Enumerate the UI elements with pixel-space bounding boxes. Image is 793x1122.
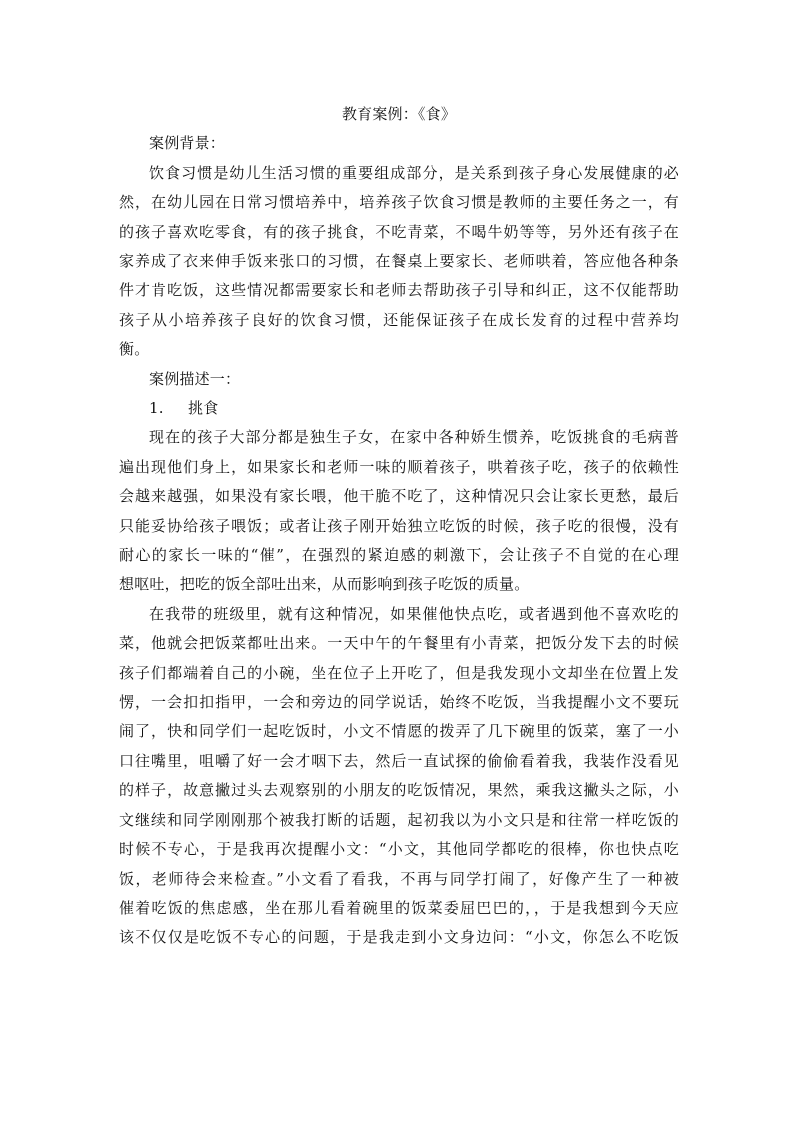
text-line: 在我带的班级里，就有这种情况，如果催他快点吃，或者遇到他不喜欢吃的 — [149, 604, 679, 623]
text-line: 孩子们都端着自己的小碗，坐在位子上开吃了，但是我发现小文却坐在位置上发 — [119, 663, 679, 682]
text-line: 文继续和同学刚刚那个被我打断的话题，起初我以为小文只是和往常一样吃饭的 — [119, 810, 679, 829]
paragraph-picky-eating — [119, 423, 679, 599]
text-line: 时候不专心，于是我再次提醒小文：“小文，其他同学都吃的很棒，你也快点吃 — [119, 840, 679, 859]
background-heading: 案例背景： — [149, 134, 226, 153]
text-line: 家养成了衣来伸手饭来张口的习惯，在餐桌上要家长、老师哄着，答应他各种条 — [119, 252, 679, 270]
paragraph-class-story — [119, 600, 679, 953]
text-line: 饭，老师待会来检查。”小文看了看我，不再与同学打闹了，好像产生了一种被 — [119, 869, 679, 888]
text-line: 现在的孩子大部分都是独生子女，在家中各种娇生惯养，吃饭挑食的毛病普 — [149, 428, 679, 447]
text-line: 该不仅仅是吃饭不专心的问题，于是我走到小文身边问：“小文，你怎么不吃饭 — [119, 928, 679, 947]
background-paragraph — [119, 159, 679, 365]
text-line: 件才肯吃饭，这些情况都需要家长和老师去帮助孩子引导和纠正，这不仅能帮助 — [119, 281, 679, 300]
text-line: 愣，一会扣扣指甲，一会和旁边的同学说话，始终不吃饭，当我提醒小文不要玩 — [119, 693, 679, 712]
text-line: 口往嘴里，咀嚼了好一会才咽下去，然后一直试探的偷偷看着我，我装作没看见 — [119, 751, 679, 770]
text-line: 闹了，快和同学们一起吃饭时，小文不情愿的拨弄了几下碗里的饭菜，塞了一小 — [119, 722, 679, 741]
text-line: 遍出现他们身上，如果家长和老师一味的顺着孩子，哄着孩子吃，孩子的依赖性 — [119, 457, 679, 476]
document-title: 教育案例：《食》 — [341, 105, 457, 123]
text-line: 然，在幼儿园在日常习惯培养中，培养孩子饮食习惯是教师的主要任务之一，有 — [119, 193, 679, 212]
text-line: 只能妥协给孩子喂饭；或者让孩子刚开始独立吃饭的时候，孩子吃的很慢，没有 — [119, 516, 679, 535]
text-line: 孩子从小培养孩子良好的饮食习惯，还能保证孩子在成长发育的过程中营养均 — [119, 310, 679, 329]
text-line: 的样子，故意撇过头去观察别的小朋友的吃饭情况，果然，乘我这撇头之际，小 — [119, 781, 679, 800]
item-label: 挑食 — [188, 399, 219, 418]
text-line: 的孩子喜欢吃零食，有的孩子挑食，不吃青菜，不喝牛奶等等，另外还有孩子在 — [119, 222, 679, 241]
text-line: 衡。 — [119, 340, 150, 359]
text-line: 想呕吐，把吃的饭全部吐出来，从而影响到孩子吃饭的质量。 — [119, 575, 530, 594]
document-body — [119, 100, 679, 953]
numbered-item — [119, 394, 679, 423]
text-line: 会越来越强，如果没有家长喂，他干脆不吃了，这种情况只会让家长更愁，最后 — [119, 487, 679, 506]
text-line: 耐心的家长一味的“催”，在强烈的紧迫感的刺激下，会让孩子不自觉的在心理 — [119, 546, 679, 565]
text-line: 催着吃饭的焦虑感，坐在那儿看着碗里的饭菜委屈巴巴的，，于是我想到今天应 — [119, 898, 679, 917]
text-line: 菜，他就会把饭菜都吐出来。一天中午的午餐里有小青菜，把饭分发下去的时候 — [119, 634, 679, 653]
item-number: 1. — [149, 399, 164, 418]
text-line: 饮食习惯是幼儿生活习惯的重要组成部分，是关系到孩子身心发展健康的必 — [149, 163, 679, 182]
description-heading: 案例描述一： — [149, 369, 241, 388]
